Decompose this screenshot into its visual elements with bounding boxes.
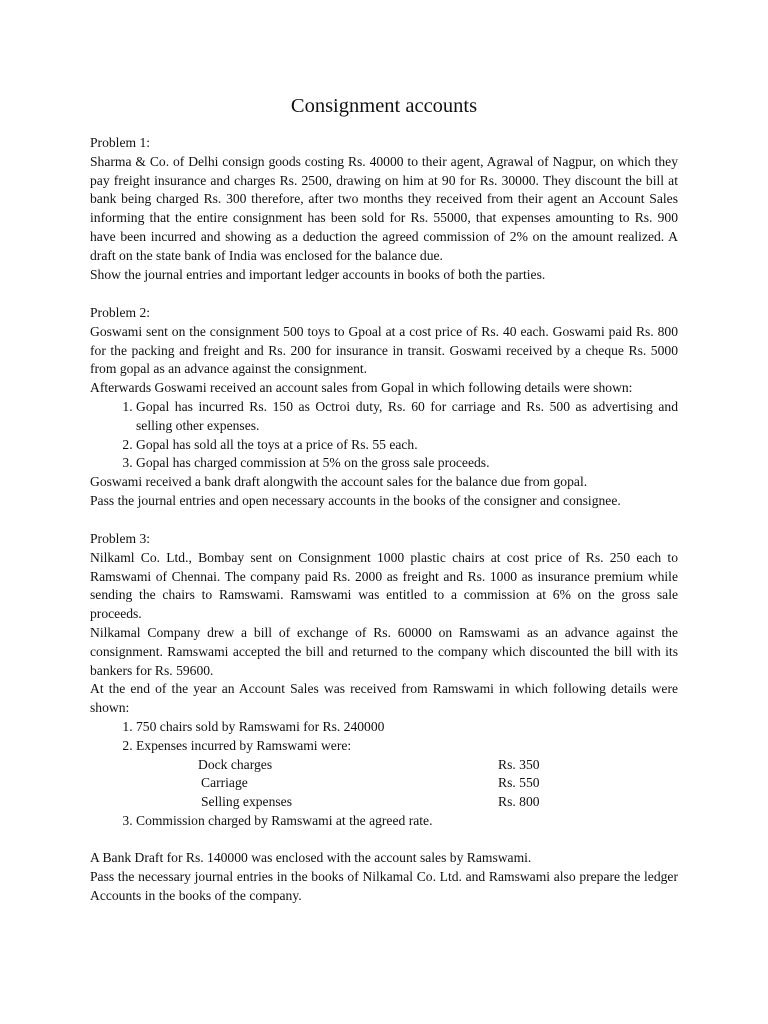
expense-row	[136, 793, 678, 812]
problem-3-closing-1: A Bank Draft for Rs. 140000 was enclosed with the account sales by Ramswami.	[90, 850, 532, 865]
problem-2-intro: Afterwards Goswami received an account sales from Gopal in which following details were shown:	[90, 380, 633, 396]
problem-2-after-2: Pass the journal entries and open necessary accounts in the books of the consigner and consignee.	[90, 492, 621, 508]
list-item: 3. Commission charged by Ramswami at the agreed rate.	[136, 812, 678, 831]
expense-name: Carriage	[201, 775, 248, 791]
expense-row	[136, 756, 678, 775]
problem-1	[90, 134, 678, 284]
list-item: 3. Gopal has charged commission at 5% on the gross sale proceeds.	[136, 454, 678, 473]
expense-row	[136, 774, 678, 793]
problem-1-body: Sharma & Co. of Delhi consign goods costing Rs. 40000 to their agent, Agrawal of Nagpur, on which they pay freight insurance and charges Rs. 2500, drawing on him at 90 for Rs. 30000. They discount the bill at bank being charged Rs. 300 therefore, after two months they received from their agent an Account Sales informing that the entire consignment has been sold for Rs. 55000, that expenses amounting to Rs. 900 have been incurred and showing as a deduction the agreed commission of 2% on the amount realized. A draft on the state bank of India was enclosed for the balance due.	[90, 153, 678, 263]
expense-name: Dock charges	[198, 756, 273, 772]
list-item: 2. Gopal has sold all the toys at a price of Rs. 55 each.	[136, 436, 678, 455]
expenses-heading: 2. Expenses incurred by Ramswami were:	[136, 737, 352, 753]
page-title: Consignment accounts	[290, 95, 478, 117]
problem-2-after-1: Goswami received a bank draft alongwith the account sales for the balance due from gopal.	[90, 474, 588, 490]
problem-3-closing-2: Pass the necessary journal entries in the books of Nilkamal Co. Ltd. and Ramswami also prepare the ledger Accounts in the books of the company.	[90, 868, 678, 903]
problem-2-details-list	[90, 398, 678, 473]
expense-amount: Rs. 550	[498, 775, 540, 791]
problem-3-body-1: Nilkaml Co. Ltd., Bombay sent on Consignment 1000 plastic chairs at cost price of Rs. 250 each to Ramswami of Chennai. The company paid Rs. 2000 as freight and Rs. 1000 as insurance premium while sending the chairs to Ramswami. Ramswami was entitled to a commission at 6% on the gross sale proceeds.	[90, 549, 678, 622]
problem-3-body-3: At the end of the year an Account Sales was received from Ramswami in which following details were shown:	[90, 681, 678, 716]
problem-2	[90, 304, 678, 511]
problem-1-heading: Problem 1:	[90, 135, 151, 150]
problem-3	[90, 530, 678, 831]
problem-3-heading: Problem 3:	[90, 531, 151, 546]
expense-amount: Rs. 800	[498, 794, 540, 810]
problem-3-closing	[90, 849, 678, 905]
list-item	[136, 737, 678, 812]
problem-3-details-list	[90, 718, 678, 831]
expense-amount: Rs. 350	[498, 756, 540, 772]
expense-name: Selling expenses	[201, 794, 292, 810]
problem-1-task: Show the journal entries and important ledger accounts in books of both the parties.	[90, 266, 546, 282]
problem-3-body-2: Nilkamal Company drew a bill of exchange of Rs. 60000 on Ramswami as an advance against the consignment. Ramswami accepted the bill and returned to the company which discounted the bill with its bankers for Rs. 59600.	[90, 624, 678, 678]
list-item: 1. Gopal has incurred Rs. 150 as Octroi duty, Rs. 60 for carriage and Rs. 500 as advertising and selling other expenses.	[136, 398, 678, 436]
problem-2-heading: Problem 2:	[90, 305, 151, 320]
list-item: 1. 750 chairs sold by Ramswami for Rs. 240000	[136, 718, 678, 737]
problem-2-body: Goswami sent on the consignment 500 toys to Gpoal at a cost price of Rs. 40 each. Goswami paid Rs. 800 for the packing and freight and Rs. 200 for insurance in transit. Goswami received by a cheque Rs. 5000 from gopal as an advance against the consignment.	[90, 323, 678, 377]
